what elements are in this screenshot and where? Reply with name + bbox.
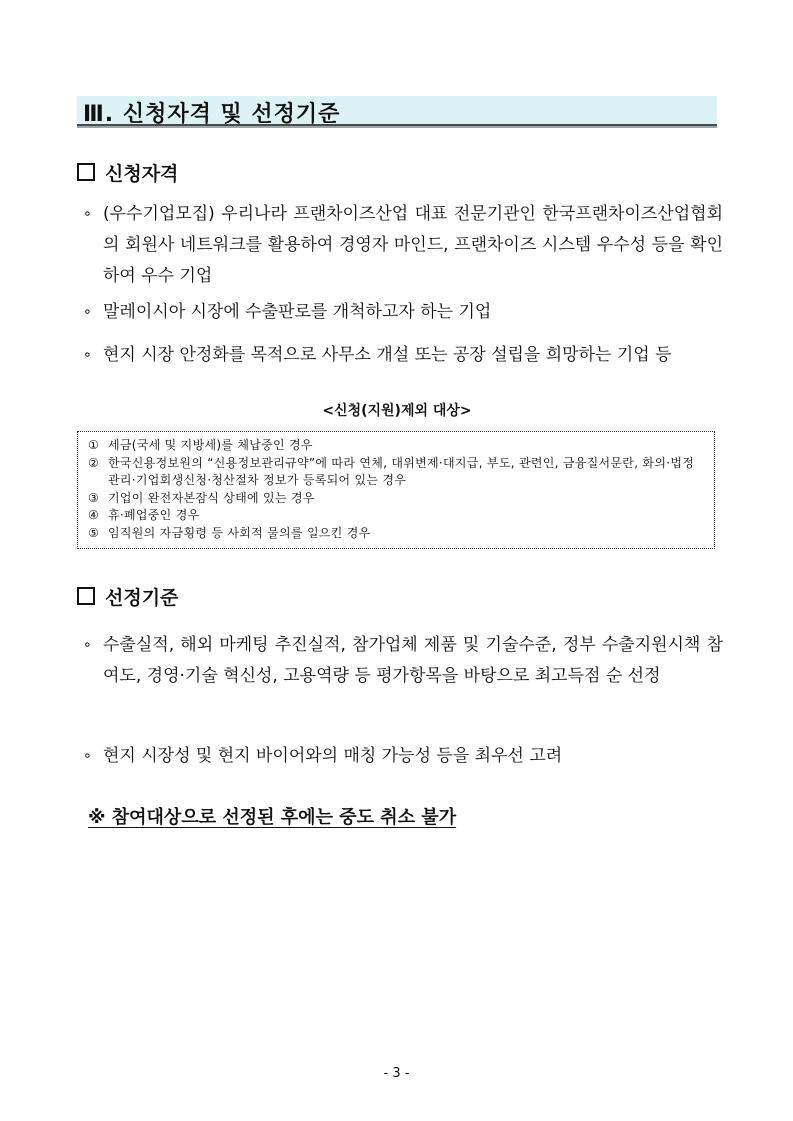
bullet-circle-icon: ∘ bbox=[83, 206, 92, 222]
checkbox-square-icon bbox=[77, 163, 95, 181]
eligibility-bullet-1 bbox=[83, 199, 723, 292]
checkbox-square-icon bbox=[77, 587, 95, 605]
eligibility-bullet-text: 현지 시장 안정화를 목적으로 사무소 개설 또는 공장 설립을 희망하는 기업 등 bbox=[103, 345, 672, 365]
eligibility-bullet-text: 말레이시아 시장에 수출판로를 개척하고자 하는 기업 bbox=[103, 302, 492, 322]
selection-bullet-text: 수출실적, 해외 마케팅 추진실적, 참가업체 제품 및 기술수준, 정부 수출지원시책 참여도, 경영·기술 혁신성, 고용역량 등 평가항목을 바탕으로 최고득점 순 선정 bbox=[103, 635, 723, 686]
eligibility-bullet-2 bbox=[83, 297, 723, 328]
exclusion-item bbox=[88, 437, 704, 455]
eligibility-bullet-3 bbox=[83, 340, 723, 371]
exclusion-list-box bbox=[77, 431, 715, 549]
exclusion-caption: <신청(지원)제외 대상> bbox=[322, 403, 472, 419]
page-title: Ⅲ. 신청자격 및 선정기준 bbox=[83, 102, 341, 127]
exclusion-text: 휴·폐업중인 경우 bbox=[108, 508, 200, 522]
selection-bullet-2 bbox=[83, 741, 723, 772]
exclusion-number: ③ bbox=[88, 490, 99, 505]
selection-heading bbox=[77, 583, 178, 610]
eligibility-heading bbox=[77, 159, 178, 186]
exclusion-number: ⑤ bbox=[88, 525, 99, 540]
eligibility-heading-text: 신청자격 bbox=[105, 163, 179, 185]
bullet-circle-icon: ∘ bbox=[83, 347, 92, 363]
exclusion-item bbox=[88, 490, 704, 508]
exclusion-text: 임직원의 자금횡령 등 사회적 물의를 일으킨 경우 bbox=[108, 525, 371, 540]
exclusion-text: 세금(국세 및 지방세)를 체납중인 경우 bbox=[108, 438, 313, 452]
exclusion-item bbox=[88, 455, 704, 490]
exclusion-text: 기업이 완전자본잠식 상태에 있는 경우 bbox=[108, 490, 315, 505]
selection-bullet-text: 현지 시장성 및 현지 바이어와의 매칭 가능성 등을 최우선 고려 bbox=[103, 746, 563, 766]
eligibility-bullet-text: (우수기업모집) 우리나라 프랜차이즈산업 대표 전문기관인 한국프랜차이즈산업협회의 회원사 네트워크를 활용하여 경영자 마인드, 프랜차이즈 시스템 우수성 등을 확인하여 우수 기업 bbox=[103, 204, 723, 286]
exclusion-number: ④ bbox=[88, 508, 99, 522]
page-title-bar bbox=[77, 96, 717, 126]
bullet-circle-icon: ∘ bbox=[83, 748, 92, 764]
exclusion-text: 한국신용정보원의 “신용정보관리규약”에 따라 연체, 대위변제·대지급, 부도, 관련인, 금융질서문란, 화의·법정관리·기업회생신청·청산절차 정보가 등록되어 있는 경우 bbox=[108, 455, 695, 487]
exclusion-item bbox=[88, 507, 704, 525]
exclusion-item bbox=[88, 525, 704, 543]
bullet-circle-icon: ∘ bbox=[83, 637, 92, 653]
selection-bullet-1 bbox=[83, 630, 723, 692]
bullet-circle-icon: ∘ bbox=[83, 304, 92, 320]
selection-heading-text: 선정기준 bbox=[105, 587, 179, 609]
exclusion-number: ① bbox=[88, 438, 99, 452]
cancellation-note: ※ 참여대상으로 선정된 후에는 중도 취소 불가 bbox=[88, 807, 457, 828]
page-number: - 3 - bbox=[383, 1066, 410, 1081]
exclusion-number: ② bbox=[88, 455, 99, 470]
